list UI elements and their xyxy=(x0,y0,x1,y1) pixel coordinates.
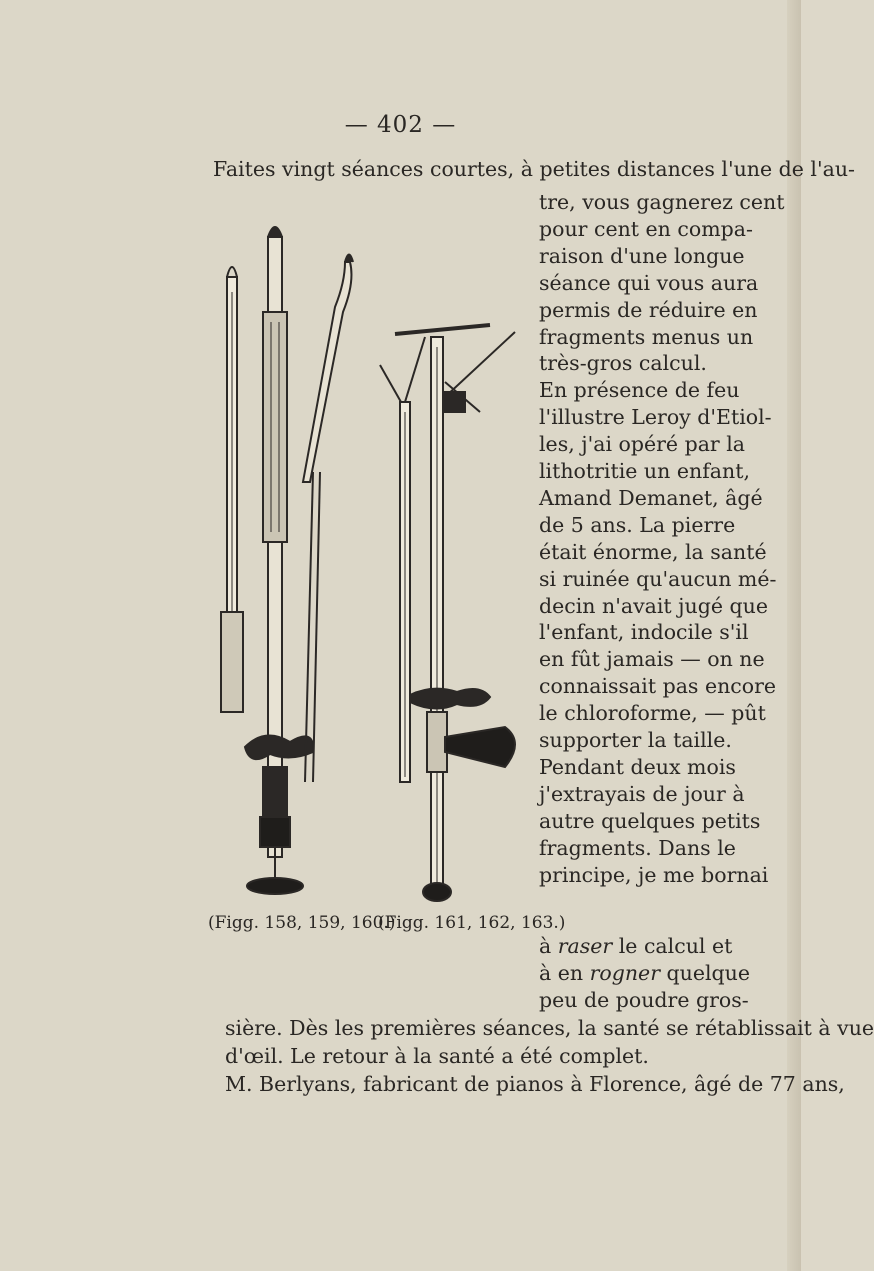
full-line: sière. Dès les premières séances, la santé se rétablissait à vue xyxy=(225,1016,874,1040)
column-line: fragments. Dans le xyxy=(539,835,736,860)
column-line: permis de réduire en xyxy=(539,297,758,322)
column-line: de 5 ans. La pierre xyxy=(539,512,736,537)
figure-caption-right: (Figg. 161, 162, 163.) xyxy=(378,913,566,933)
column-line: pour cent en compa- xyxy=(539,216,753,241)
instrument-158 xyxy=(221,267,243,712)
paragraph-first-line: Faites vingt séances courtes, à petites distances l'une de l'au- xyxy=(213,157,855,181)
full-line: M. Berlyans, fabricant de pianos à Florence, âgé de 77 ans, xyxy=(225,1072,845,1096)
column-line: en fût jamais — on ne xyxy=(539,647,765,672)
italic-word: raser xyxy=(557,934,613,958)
lithotrite-instruments-illustration xyxy=(205,222,535,912)
column-line: autre quelques petits xyxy=(539,808,761,833)
column-line: tre, vous gagnerez cent xyxy=(539,190,785,214)
column-line: était énorme, la santé xyxy=(539,539,767,564)
column-line: En présence de feu xyxy=(539,378,740,403)
instrument-159 xyxy=(245,227,313,894)
instrument-160 xyxy=(303,255,353,783)
text-fragment: quelque xyxy=(660,961,750,985)
column-line: peu de poudre gros- xyxy=(539,988,749,1012)
column-line: séance qui vous aura xyxy=(539,270,759,295)
column-line: j'extrayais de jour à xyxy=(539,781,745,806)
italic-word: rogner xyxy=(589,961,660,985)
figure-caption-left: (Figg. 158, 159, 160.) xyxy=(208,913,396,933)
column-line: raison d'une longue xyxy=(539,243,745,268)
column-line xyxy=(539,933,769,959)
column-line: lithotritie un enfant, xyxy=(539,459,750,483)
column-line: très-gros calcul. xyxy=(539,351,707,376)
column-line: decin n'avait jugé que xyxy=(539,593,768,618)
column-line: l'illustre Leroy d'Etiol- xyxy=(539,405,772,430)
instrument-161 xyxy=(380,337,425,782)
instrument-163 xyxy=(445,332,515,412)
text-fragment: à xyxy=(539,934,558,958)
column-line xyxy=(539,960,769,986)
text-fragment: le calcul et xyxy=(612,934,733,958)
full-line: d'œil. Le retour à la santé a été complet. xyxy=(225,1044,649,1068)
page-number: — 402 — xyxy=(344,112,457,138)
column-line: Amand Demanet, âgé xyxy=(539,485,763,510)
column-line: principe, je me bornai xyxy=(539,862,769,887)
column-line: si ruinée qu'aucun mé- xyxy=(539,566,777,591)
column-line: supporter la taille. xyxy=(539,728,732,752)
column-line: Pendant deux mois xyxy=(539,754,736,779)
column-line: les, j'ai opéré par la xyxy=(539,432,746,457)
column-line: connaissait pas encore xyxy=(539,674,777,699)
column-line: l'enfant, indocile s'il xyxy=(539,620,749,645)
column-line: le chloroforme, — pût xyxy=(539,701,766,726)
text-fragment: à en xyxy=(539,961,590,985)
column-line: fragments menus un xyxy=(539,324,754,349)
